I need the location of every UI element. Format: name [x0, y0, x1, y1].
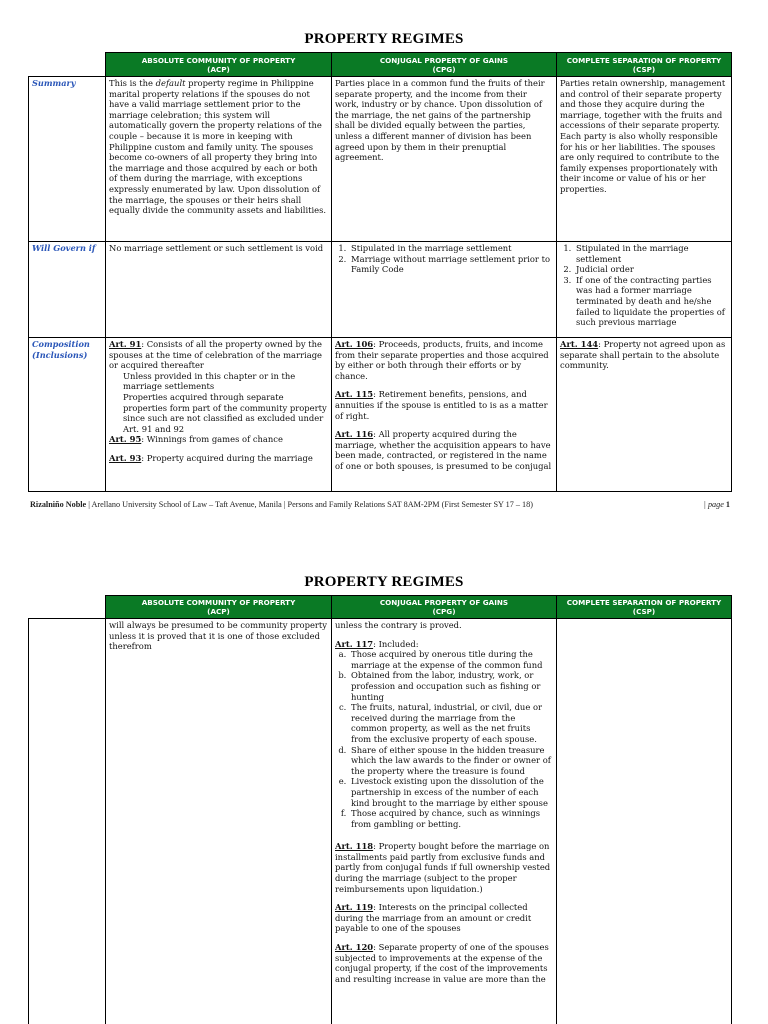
- page-title: PROPERTY REGIMES: [304, 574, 464, 590]
- header-blank-cell: [29, 53, 106, 77]
- header-acp: ABSOLUTE COMMUNITY OF PROPERTY (ACP): [106, 53, 332, 77]
- composition-cpg-cell: Art. 106: Proceeds, products, fruits, and income from their separate properties and those acquired by either or both through their efforts or by chance. Art. 115: Retirement benefits, pensions, and annuities if the spouse is entitled to is as a matter of right. Art. 116: All property acquired during the marriage, whether the acquisition appears to have been made, contracted, or registered in the name of one or both spouses, is presumed to be conjugal: [332, 338, 557, 492]
- header-csp: COMPLETE SEPARATION OF PROPERTY (CSP): [557, 596, 732, 619]
- article-ref: Art. 93: [109, 452, 142, 463]
- composition-csp-cell: Art. 144: Property not agreed upon as separate shall pertain to the absolute community.: [557, 338, 732, 492]
- list-item: 2. Marriage without marriage settlement prior to Family Code: [349, 254, 553, 275]
- article-ref: Art. 95: [109, 434, 142, 445]
- article-ref: Art. 117: [335, 638, 374, 649]
- govern-csp-cell: [557, 242, 732, 338]
- regimes-table: [28, 595, 732, 1024]
- article-ref: Art. 91: [109, 339, 142, 349]
- govern-cpg-cell: [332, 242, 557, 338]
- footer-info: | Arellano University School of Law – Taft Avenue, Manila | Persons and Family Relations SAT 8AM-2PM (First Semester SY 17 – 18): [86, 500, 533, 509]
- header-row: [29, 596, 732, 619]
- page-2: [0, 560, 768, 1024]
- summary-csp-cell: Parties retain ownership, management and control of their separate property and those they acquire during the marriage, together with the fruits and accessions of their separate property. Each party is also wholly responsible for his or her liabilities. The spouses are only required to contribute to the family expenses proportionately with their income or value of his or her properties.: [557, 77, 732, 242]
- summary-acp-cell: This is the default property regime in Philippine marital property relations if the spouses do not have a valid marriage settlement prior to the marriage celebration; this system will automatically govern the property relations of the couple – because it is more in keeping with Philippine custom and family unity. The spouses become co-owners of all property they bring into the marriage and those acquired by each or both of them during the marriage, with exceptions expressly enumerated by law. Upon dissolution of the marriage, the spouses or their heirs shall equally divide the community assets and liabilities.: [106, 77, 332, 242]
- summary-row: [29, 77, 732, 242]
- header-blank-cell: [29, 596, 106, 619]
- list-item: d. Share of either spouse in the hidden treasure which the law awards to the finder or owner of the property where the treasure is found: [349, 745, 553, 777]
- header-row: [29, 53, 732, 77]
- govern-acp-cell: No marriage settlement or such settlement is void: [106, 242, 332, 338]
- footer-author: Rizalniño Noble: [30, 500, 87, 509]
- header-csp: COMPLETE SEPARATION OF PROPERTY (CSP): [557, 53, 732, 77]
- article-ref: Art. 120: [335, 942, 374, 953]
- article-ref: Art. 115: [335, 389, 374, 400]
- article-ref: Art. 116: [335, 429, 374, 440]
- list-item: 3. If one of the contracting parties was had a former marriage terminated by death and he/she failed to liquidate the properties of such previous marriage: [574, 275, 728, 328]
- header-cpg: CONJUGAL PROPERTY OF GAINS (CPG): [332, 53, 557, 77]
- list-item: f. Those acquired by chance, such as winnings from gambling or betting.: [349, 808, 553, 829]
- header-acp: ABSOLUTE COMMUNITY OF PROPERTY (ACP): [106, 596, 332, 619]
- govern-row: [29, 242, 732, 338]
- composition-acp-cell-continued: will always be presumed to be community property unless it is proved that it is one of those excluded therefrom: [106, 619, 332, 1024]
- list-item: 1. Stipulated in the marriage settlement: [574, 243, 728, 264]
- row-label-govern: Will Govern if: [29, 242, 106, 338]
- article-ref: Art. 106: [335, 339, 374, 349]
- regimes-table: [28, 52, 732, 492]
- header-cpg: CONJUGAL PROPERTY OF GAINS (CPG): [332, 596, 557, 619]
- composition-csp-cell-continued: [557, 619, 732, 1024]
- article-ref: Art. 119: [335, 902, 374, 913]
- row-label-empty: [29, 619, 106, 1024]
- composition-acp-cell: Art. 91: Consists of all the property owned by the spouses at the time of celebration of the marriage or acquired thereafter Unless provided in this chapter or in the marriage settlements Properties acquired through separate properties form part of the community property since such are not classified as excluded under Art. 91 and 92 Art. 95: Winnings from games of chance Art. 93: Property acquired during the marriage: [106, 338, 332, 492]
- summary-cpg-cell: Parties place in a common fund the fruits of their separate property, and the income from their work, industry or by chance. Upon dissolution of the marriage, the net gains of the partnership shall be divided equally between the parties, unless a different manner of division has been agreed upon by them in their prenuptial agreement.: [332, 77, 557, 242]
- page-title: PROPERTY REGIMES: [304, 31, 464, 47]
- list-item: 2. Judicial order: [574, 264, 728, 275]
- page-footer: [30, 500, 730, 509]
- composition-cpg-cell-continued: unless the contrary is proved. Art. 117: Included: a. Those acquired by onerous title during the marriage at the expense of the common fund b. Obtained from the labor, industry, work, or profession and occupation such as fishing or hunting c. The fruits, natural, industrial, or civil, due or received during the marriage from the common property, as well as the net fruits from the exclusive property of each spouse. d. Share of either spouse in the hidden treasure which the law awards to the finder or owner of the property where the treasure is found e. Livestock existing upon the dissolution of the partnership in excess of the number of each kind brought to the marriage by either spouse f. Those acquired by chance, such as winnings from gambling or betting. Art. 118: Property bought before the marriage on installments paid partly from exclusive funds and partly from conjugal funds if full ownership vested during the marriage (subject to the proper reimbursements upon liquidation.) Art. 119: Interests on the principal collected during the marriage from an amount or credit payable to one of the spouses Art. 120: Separate property of one of the spouses subjected to improvements at the expense of the conjugal property, if the cost of the improvements and resulting increase in value are more than the: [332, 619, 557, 1024]
- article-ref: Art. 144: [560, 339, 599, 349]
- list-item: a. Those acquired by onerous title during the marriage at the expense of the common fund: [349, 649, 553, 670]
- row-label-composition: Composition (Inclusions): [29, 338, 106, 492]
- list-item: 1. Stipulated in the marriage settlement: [349, 243, 553, 254]
- list-item: c. The fruits, natural, industrial, or civil, due or received during the marriage from the common property, as well as the net fruits from the exclusive property of each spouse.: [349, 702, 553, 744]
- page-gap: [0, 520, 768, 560]
- list-item: e. Livestock existing upon the dissolution of the partnership in excess of the number of each kind brought to the marriage by either spouse: [349, 776, 553, 808]
- page-number: | page 1: [703, 500, 730, 509]
- list-item: b. Obtained from the labor, industry, work, or profession and occupation such as fishing or hunting: [349, 670, 553, 702]
- article-ref: Art. 118: [335, 841, 374, 852]
- composition-continued-row: [29, 619, 732, 1024]
- row-label-summary: Summary: [29, 77, 106, 242]
- composition-row: [29, 338, 732, 492]
